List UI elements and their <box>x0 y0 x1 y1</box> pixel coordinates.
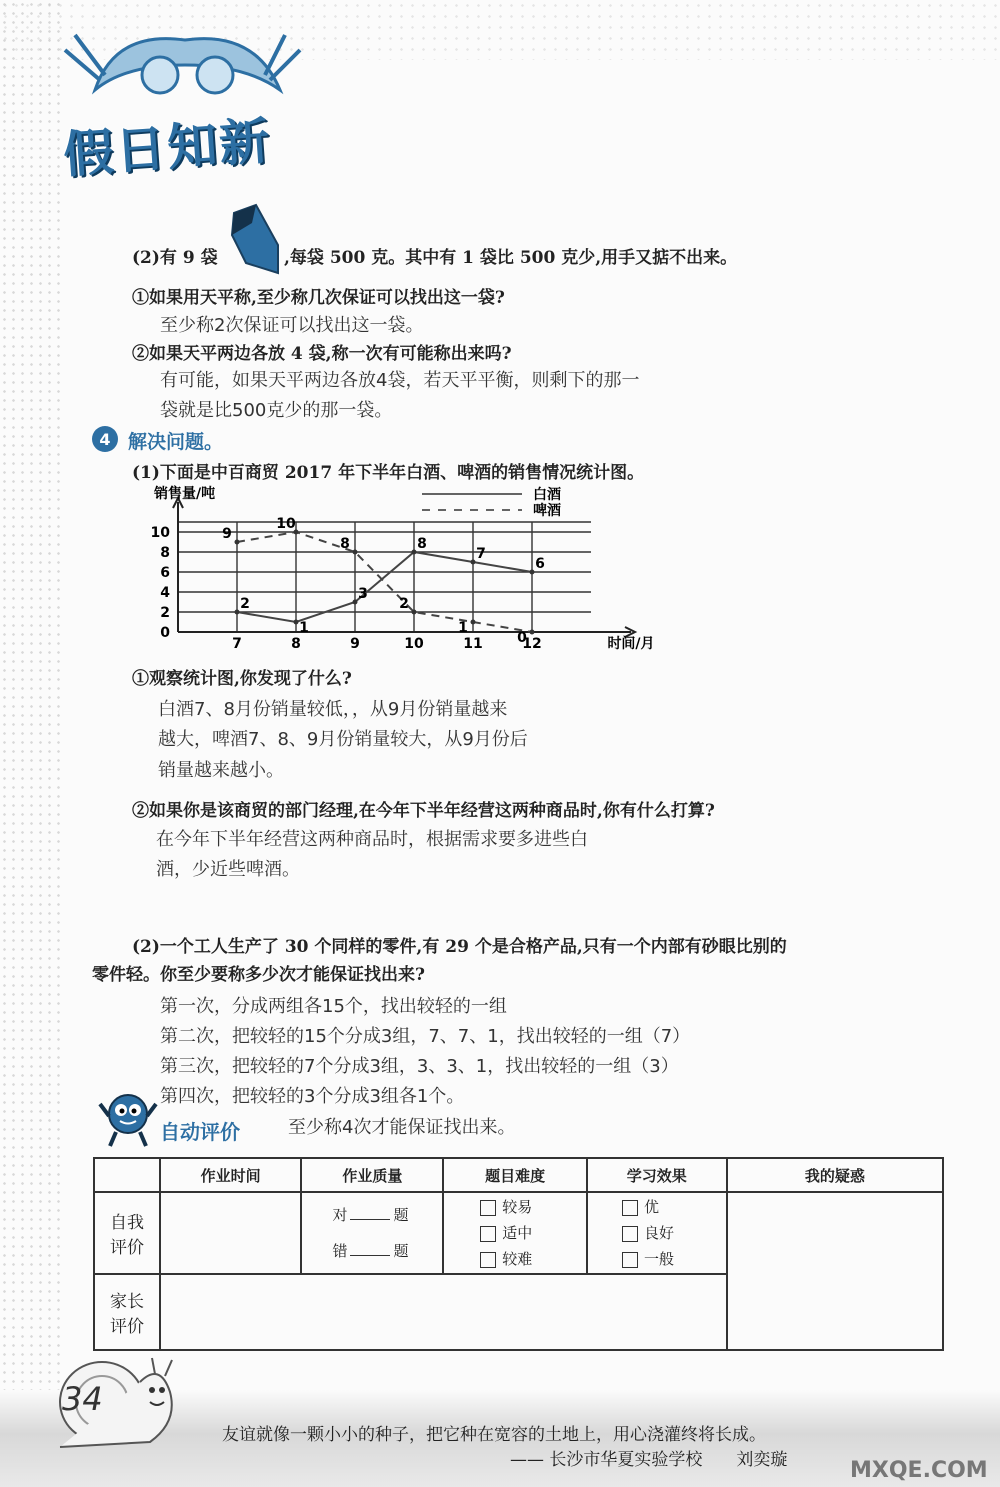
q2-question: (2)有 9 袋 <box>132 248 218 268</box>
effect-option-excellent[interactable] <box>622 1194 725 1220</box>
data-label: 1 <box>299 620 309 636</box>
y-tick-label: 10 <box>150 525 170 541</box>
checkbox-icon[interactable] <box>622 1200 638 1216</box>
logo-title: 假日知新 <box>61 111 274 185</box>
q41-answer2-line1: 在今年下半年经营这两种商品时，根据需求要多进些白 <box>156 829 588 850</box>
data-point <box>353 600 358 605</box>
self-eval-row <box>94 1192 943 1274</box>
section-number-badge: 4 <box>92 426 118 452</box>
q41-sub1: ①观察统计图,你发现了什么? <box>132 669 352 689</box>
q2-answer2-line2: 袋就是比500克少的那一袋。 <box>160 400 393 421</box>
header-effect: 学习效果 <box>587 1158 727 1192</box>
data-label: 1 <box>458 620 468 636</box>
checkbox-icon[interactable] <box>480 1226 496 1242</box>
x-tick-label: 10 <box>404 636 424 652</box>
x-tick-label: 12 <box>522 636 542 652</box>
data-label: 8 <box>340 536 350 552</box>
data-point <box>235 540 240 545</box>
y-tick-label: 6 <box>160 565 170 581</box>
quality-wrong-line <box>332 1233 441 1269</box>
quality-right-blank[interactable] <box>350 1219 390 1220</box>
q41-answer2-line2: 酒，少近些啤酒。 <box>156 859 300 880</box>
header-quality: 作业质量 <box>301 1158 443 1192</box>
effect-fair-label: 一般 <box>643 1250 674 1268</box>
series-line <box>237 532 532 632</box>
quality-right-unit: 题 <box>393 1206 409 1224</box>
q41-intro: (1)下面是中百商贸 2017 年下半年白酒、啤酒的销售情况统计图。 <box>132 463 645 483</box>
parent-eval-label: 家长评价 <box>94 1274 160 1350</box>
data-point <box>353 550 358 555</box>
difficulty-medium-label: 适中 <box>502 1224 533 1242</box>
y-tick-label: 0 <box>160 625 170 641</box>
legend-label: 啤酒 <box>533 503 561 519</box>
quality-right-label: 对 <box>332 1206 348 1224</box>
self-eval-label: 自我评价 <box>94 1192 160 1274</box>
x-tick-label: 7 <box>232 636 242 652</box>
data-point <box>294 620 299 625</box>
q41-sub2: ②如果你是该商贸的部门经理,在今年下半年经营这两种商品时,你有什么打算? <box>132 801 715 821</box>
header-difficulty: 题目难度 <box>443 1158 587 1192</box>
checkbox-icon[interactable] <box>480 1252 496 1268</box>
q2-sub1: ①如果用天平称,至少称几次保证可以找出这一袋? <box>132 288 505 308</box>
data-label: 9 <box>222 526 232 542</box>
q42-answer-step2: 第二次，把较轻的15个分成3组，7、7、1，找出较轻的一组（7） <box>160 1026 691 1047</box>
header-empty-cell <box>94 1158 160 1192</box>
effect-option-good[interactable] <box>622 1220 725 1246</box>
difficulty-option-medium[interactable] <box>480 1220 585 1246</box>
data-label: 0 <box>517 630 527 646</box>
q42-question-line1: (2)一个工人生产了 30 个同样的零件,有 29 个是合格产品,只有一个内部有砂眼比别的 <box>132 937 787 957</box>
quality-wrong-blank[interactable] <box>350 1255 390 1256</box>
watermark-text: MXQE.COM <box>850 1458 988 1483</box>
section-title: 解决问题。 <box>128 431 224 453</box>
q41-answer1-line2: 越大，啤酒7、8、9月份销量较大，从9月份后 <box>158 729 528 750</box>
sugar-bag-icon <box>228 205 280 275</box>
effect-excellent-label: 优 <box>643 1198 659 1216</box>
x-axis-title: 时间/月 <box>607 636 655 652</box>
effect-good-label: 良好 <box>643 1224 674 1242</box>
data-label: 6 <box>535 556 545 572</box>
eval-title: 自动评价 <box>160 1120 240 1144</box>
data-point <box>412 550 417 555</box>
data-label: 10 <box>276 516 296 532</box>
y-tick-label: 2 <box>160 605 170 621</box>
data-point <box>412 610 417 615</box>
x-tick-label: 8 <box>291 636 301 652</box>
questions-cell[interactable] <box>727 1192 943 1350</box>
difficulty-option-easy[interactable] <box>480 1194 585 1220</box>
data-label: 3 <box>358 586 368 602</box>
data-point <box>235 610 240 615</box>
header-questions: 我的疑惑 <box>727 1158 943 1192</box>
q41-answer1-line1: 白酒7、8月份销量较低，，从9月份销量越来 <box>158 699 508 720</box>
q42-answer-step3: 第三次，把较轻的7个分成3组，3、3、1，找出较轻的一组（3） <box>160 1056 679 1077</box>
q2-answer2-line1: 有可能，如果天平两边各放4袋，若天平平衡，则剩下的那一 <box>160 370 640 391</box>
quality-wrong-unit: 题 <box>393 1242 409 1260</box>
q42-answer-step1: 第一次，分成两组各15个，找出较轻的一组 <box>160 996 507 1017</box>
q2-sub2: ②如果天平两边各放 4 袋,称一次有可能称出来吗? <box>132 344 512 364</box>
difficulty-option-hard[interactable] <box>480 1246 585 1272</box>
self-effect-cell <box>587 1192 727 1274</box>
footer-quote: 友谊就像一颗小小的种子，把它种在宽容的土地上，用心浇灌终将长成。 <box>222 1425 766 1445</box>
quality-wrong-label: 错 <box>332 1242 348 1260</box>
data-point <box>530 570 535 575</box>
header-time: 作业时间 <box>160 1158 302 1192</box>
q42-answer-step4: 第四次，把较轻的3个分成3组各1个。 <box>160 1086 465 1107</box>
parent-eval-cell[interactable] <box>160 1274 727 1350</box>
evaluation-table <box>93 1157 944 1351</box>
page-number: 34 <box>62 1380 103 1418</box>
data-point <box>471 560 476 565</box>
q2-answer1: 至少称2次保证可以找出这一袋。 <box>160 315 424 336</box>
self-difficulty-cell <box>443 1192 587 1274</box>
data-label: 2 <box>240 596 250 612</box>
header-logo <box>55 20 315 185</box>
difficulty-hard-label: 较难 <box>502 1250 533 1268</box>
legend-label: 白酒 <box>533 487 561 503</box>
q42-answer-conclusion: 至少称4次才能保证找出来。 <box>288 1117 516 1138</box>
mascot-icon <box>98 1090 158 1148</box>
dotted-border-left <box>0 0 60 1487</box>
data-point <box>471 620 476 625</box>
y-tick-label: 4 <box>160 585 170 601</box>
q2-question-tail: ,每袋 500 克。其中有 1 袋比 500 克少,用手又掂不出来。 <box>284 248 738 268</box>
data-label: 7 <box>476 546 486 562</box>
self-quality-cell <box>301 1192 443 1274</box>
y-axis-title: 销售量/吨 <box>154 486 216 502</box>
sales-line-chart <box>140 484 655 656</box>
q42-question-line2: 零件轻。你至少要称多少次才能保证找出来? <box>92 965 425 985</box>
x-tick-label: 9 <box>350 636 360 652</box>
data-point <box>530 630 535 635</box>
self-time-cell[interactable] <box>160 1192 302 1274</box>
checkbox-icon[interactable] <box>622 1252 638 1268</box>
wings-icon <box>55 20 315 120</box>
x-tick-label: 11 <box>463 636 483 652</box>
checkbox-icon[interactable] <box>480 1200 496 1216</box>
footer-author: —— 长沙市华夏实验学校 刘奕璇 <box>510 1450 788 1470</box>
data-label: 2 <box>399 596 409 612</box>
quality-right-line <box>332 1197 441 1233</box>
checkbox-icon[interactable] <box>622 1226 638 1242</box>
difficulty-easy-label: 较易 <box>502 1198 533 1216</box>
q41-answer1-line3: 销量越来越小。 <box>158 760 284 781</box>
effect-option-fair[interactable] <box>622 1246 725 1272</box>
y-tick-label: 8 <box>160 545 170 561</box>
table-header-row <box>94 1158 943 1192</box>
data-label: 8 <box>417 536 427 552</box>
